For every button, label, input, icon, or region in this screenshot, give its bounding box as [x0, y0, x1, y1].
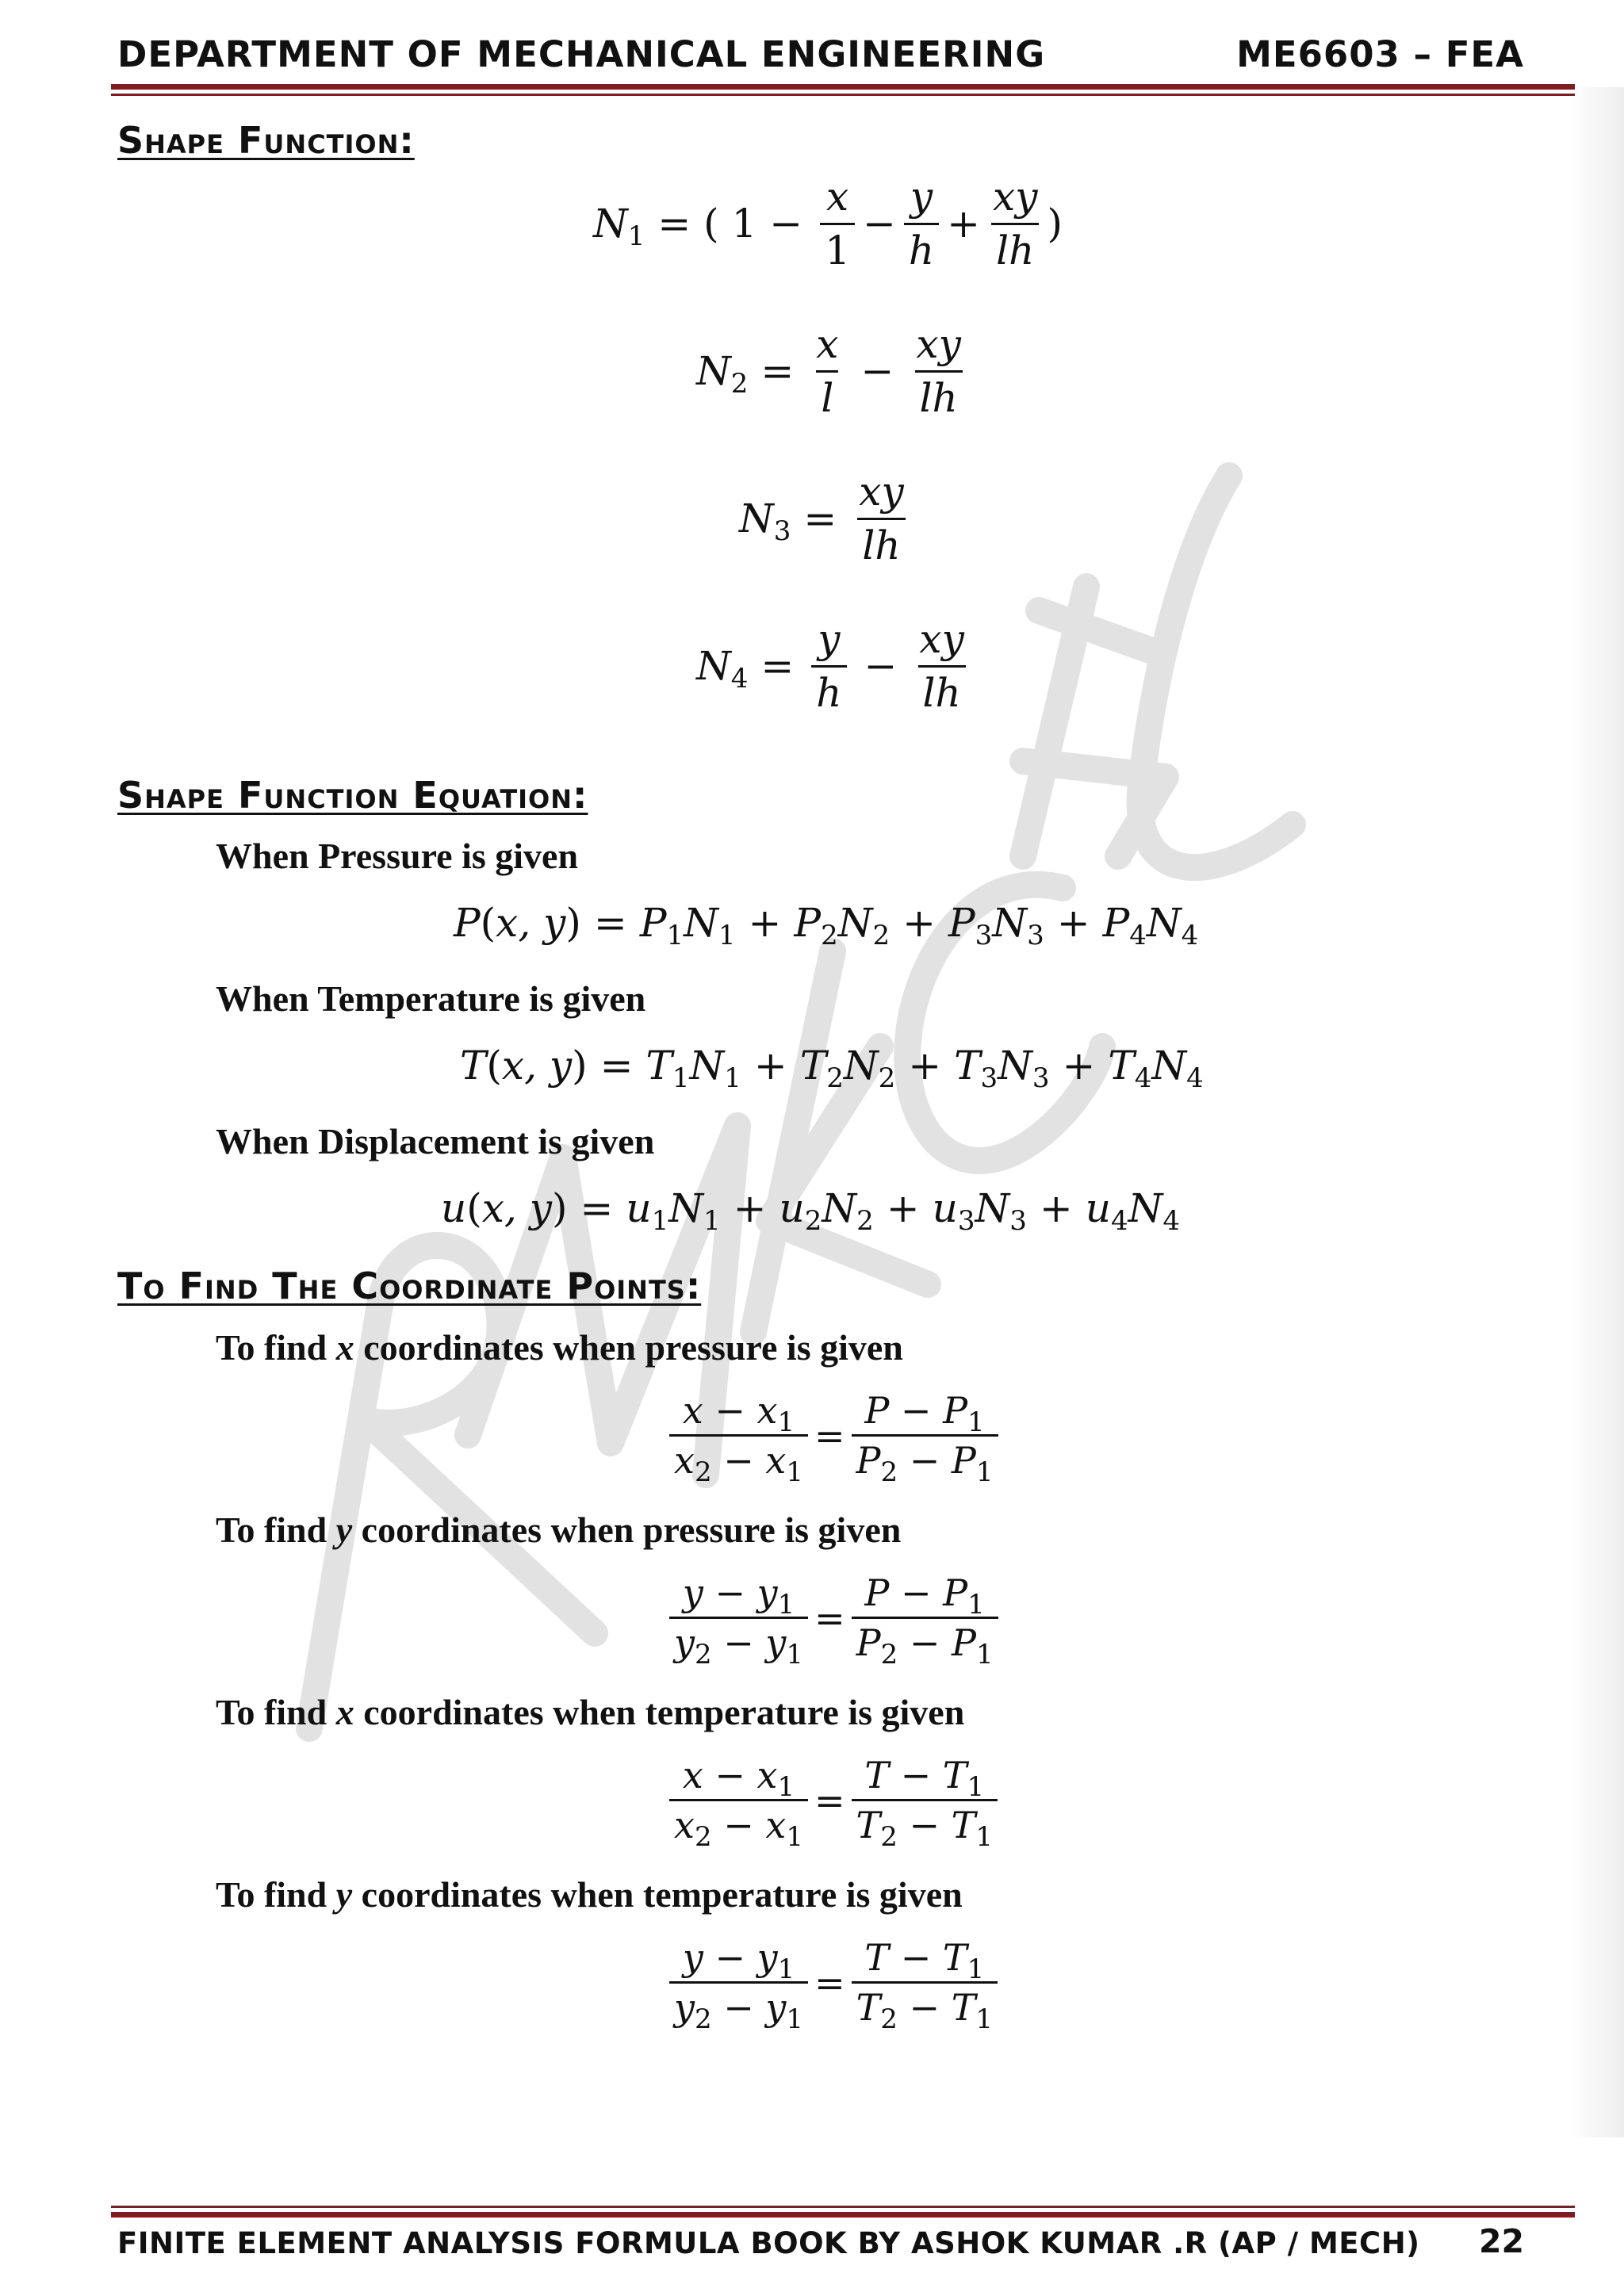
footer-rule — [111, 2212, 1575, 2218]
header-rule-thin — [111, 94, 1575, 96]
equation-x-pressure: $\frac{x - x_1}{x_2 - x_1}$ = $\frac{P - P_1}{P_2 - P_1}$ — [665, 1391, 1003, 1480]
footer-text: FINITE ELEMENT ANALYSIS FORMULA BOOK BY ASHOK KUMAR .R (AP / MECH) — [117, 2226, 1420, 2260]
header-course-code: ME6603 – FEA — [1236, 33, 1524, 75]
subtitle-x-temperature: To find x coordinates when temperature is given — [216, 1692, 965, 1732]
page-number: 22 — [1478, 2222, 1524, 2260]
equation-n1: $N_1$ = ( 1 − $\frac{x}{1}$ − $\frac{y}{h}$ + $\frac{xy}{lh}$ ) — [593, 174, 1063, 274]
page-edge-shadow — [1568, 87, 1624, 2137]
equation-y-temperature: $\frac{y - y_1}{y_2 - y_1}$ = $\frac{T - T_1}{T_2 - T_1}$ — [665, 1938, 1002, 2027]
subtitle-y-temperature: To find y coordinates when temperature is given — [216, 1874, 963, 1915]
subtitle-temperature: When Temperature is given — [216, 978, 646, 1019]
equation-n4: $N_4$ = $\frac{y}{h}$ − $\frac{xy}{lh}$ — [696, 616, 964, 716]
section-title-shape-function: Shape Function: — [117, 119, 415, 162]
subtitle-pressure: When Pressure is given — [216, 836, 579, 876]
section-title-shape-function-equation: Shape Function Equation: — [117, 774, 588, 817]
equation-temperature: T ( x, y ) = $T_1N_1$ + $T_2N_2$ + $T_3N_3$ + $T_4N_4$ — [460, 1043, 1204, 1094]
header-rule — [111, 84, 1575, 90]
subtitle-y-pressure: To find y coordinates when pressure is given — [216, 1510, 902, 1550]
header-department: DEPARTMENT OF MECHANICAL ENGINEERING — [117, 33, 1046, 75]
equation-pressure: P ( x, y ) = $P_1N_1$ + $P_2N_2$ + $P_3N_3$ + $P_4N_4$ — [454, 900, 1199, 951]
subtitle-displacement: When Displacement is given — [216, 1121, 655, 1161]
section-title-coordinate-points: To Find The Coordinate Points: — [117, 1265, 702, 1307]
equation-displacement: u ( x, y ) = $u_1N_1$ + $u_2N_2$ + $u_3N_3$ + $u_4N_4$ — [441, 1185, 1181, 1237]
footer-rule-thin — [111, 2206, 1575, 2208]
equation-x-temperature: $\frac{x - x_1}{x_2 - x_1}$ = $\frac{T - T_1}{T_2 - T_1}$ — [665, 1756, 1002, 1845]
equation-n2: $N_2$ = $\frac{x}{l}$ − $\frac{xy}{lh}$ — [696, 321, 961, 421]
equation-n3: $N_3$ = $\frac{xy}{lh}$ — [739, 469, 904, 568]
equation-y-pressure: $\frac{y - y_1}{y_2 - y_1}$ = $\frac{P - P_1}{P_2 - P_1}$ — [665, 1574, 1003, 1663]
subtitle-x-pressure: To find x coordinates when pressure is given — [216, 1327, 903, 1368]
